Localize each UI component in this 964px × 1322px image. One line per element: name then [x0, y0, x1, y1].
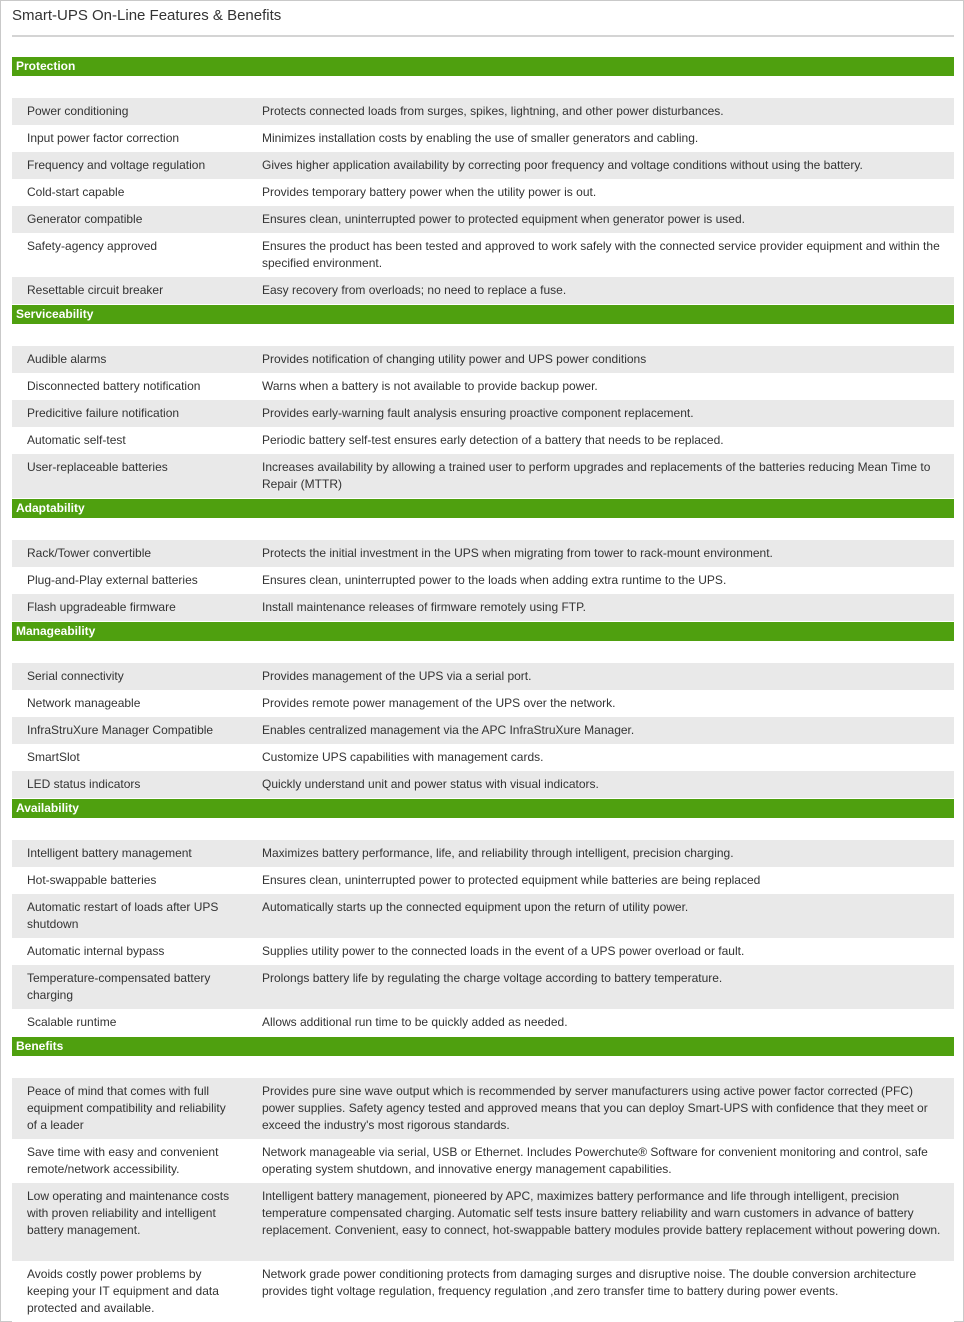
section-header-availability: Availability [12, 799, 954, 818]
table-row [12, 771, 954, 798]
feature-description: Protects connected loads from surges, spikes, lightning, and other power disturbances. [262, 104, 724, 118]
feature-description: Warns when a battery is not available to provide backup power. [262, 379, 598, 393]
feature-description: Ensures clean, uninterrupted power to the loads when adding extra runtime to the UPS. [262, 573, 727, 587]
feature-description: Intelligent battery management, pioneered by APC, maximizes battery performance and life through intelligent, precision temperature compensated charging. Automatic self tests insure battery reliability and warn customers in advance of battery replacement. Convenient, easy to connect, hot-swappable battery modules provide battery replacement without powering down. [262, 1189, 941, 1237]
feature-description: Provides remote power management of the UPS over the network. [262, 696, 616, 710]
table-row [12, 152, 954, 179]
table-row [12, 867, 954, 894]
feature-name: Generator compatible [27, 212, 143, 226]
table-row [12, 373, 954, 400]
section-header-serviceability: Serviceability [12, 305, 954, 324]
table-row [12, 1261, 954, 1322]
feature-description: Ensures clean, uninterrupted power to protected equipment while batteries are being replaced [262, 873, 761, 887]
feature-name: Safety-agency approved [27, 239, 158, 253]
feature-description: Enables centralized management via the APC InfraStruXure Manager. [262, 723, 635, 737]
feature-name: User-replaceable batteries [27, 460, 168, 474]
table-row [12, 454, 954, 498]
feature-description: Provides pure sine wave output which is recommended by server manufacturers using active power factor corrected (PFC) power supplies. Safety agency tested and approved means that you can deploy Smart-UPS with confidence that they meet or exceed the industry's most rigorous standards. [262, 1084, 928, 1132]
feature-description: Network manageable via serial, USB or Ethernet. Includes Powerchute® Software for convenient monitoring and control, safe operating system shutdown, and innovative energy management capabilities. [262, 1145, 928, 1176]
table-row [12, 427, 954, 454]
feature-description: Provides early-warning fault analysis ensuring proactive component replacement. [262, 406, 694, 420]
table-row [12, 179, 954, 206]
feature-name: Resettable circuit breaker [27, 283, 164, 297]
feature-description: Gives higher application availability by correcting poor frequency and voltage conditions without using the battery. [262, 158, 863, 172]
feature-name: Save time with easy and convenient remote/network accessibility. [27, 1145, 219, 1176]
feature-description: Easy recovery from overloads; no need to replace a fuse. [262, 283, 567, 297]
section-header-adaptability: Adaptability [12, 499, 954, 518]
table-row [12, 1078, 954, 1139]
feature-description: Ensures the product has been tested and approved to work safely with the connected service provider equipment and within the specified environment. [262, 239, 940, 270]
feature-name: Automatic restart of loads after UPS shutdown [27, 900, 219, 931]
table-row [12, 1009, 954, 1036]
table-row [12, 744, 954, 771]
table-row [12, 125, 954, 152]
feature-name: Intelligent battery management [27, 846, 192, 860]
feature-name: Serial connectivity [27, 669, 124, 683]
table-row [12, 594, 954, 621]
feature-name: Low operating and maintenance costs with proven reliability and intelligent battery management. [27, 1189, 230, 1237]
table-row [12, 690, 954, 717]
table-row [12, 277, 954, 304]
page-title: Smart-UPS On-Line Features & Benefits [12, 7, 282, 24]
section-header-protection: Protection [12, 57, 954, 76]
feature-name: Peace of mind that comes with full equipment compatibility and reliability of a leader [27, 1084, 226, 1132]
table-row [12, 1139, 954, 1183]
feature-name: Avoids costly power problems by keeping your IT equipment and data protected and available. [27, 1267, 219, 1315]
feature-name: Predicitive failure notification [27, 406, 180, 420]
table-row [12, 206, 954, 233]
feature-description: Quickly understand unit and power status with visual indicators. [262, 777, 599, 791]
feature-description: Increases availability by allowing a trained user to perform upgrades and replacements of the batteries reducing Mean Time to Repair (MTTR) [262, 460, 931, 491]
table-row [12, 540, 954, 567]
feature-description: Install maintenance releases of firmware remotely using FTP. [262, 600, 586, 614]
feature-name: InfraStruXure Manager Compatible [27, 723, 214, 737]
feature-name: Automatic internal bypass [27, 944, 165, 958]
feature-description: Minimizes installation costs by enabling the use of smaller generators and cabling. [262, 131, 699, 145]
table-row [12, 567, 954, 594]
title-divider [12, 35, 954, 37]
feature-name: Rack/Tower convertible [27, 546, 152, 560]
feature-description: Provides notification of changing utility power and UPS power conditions [262, 352, 647, 366]
feature-name: Cold-start capable [27, 185, 125, 199]
table-row [12, 894, 954, 938]
feature-name: Hot-swappable batteries [27, 873, 157, 887]
table-row [12, 98, 954, 125]
feature-name: Input power factor correction [27, 131, 180, 145]
feature-description: Automatically starts up the connected equipment upon the return of utility power. [262, 900, 689, 914]
feature-description: Supplies utility power to the connected loads in the event of a UPS power overload or fault. [262, 944, 745, 958]
feature-name: SmartSlot [27, 750, 80, 764]
feature-name: Network manageable [27, 696, 141, 710]
table-row [12, 663, 954, 690]
feature-description: Customize UPS capabilities with management cards. [262, 750, 544, 764]
table-row [12, 1183, 954, 1261]
feature-name: Automatic self-test [27, 433, 126, 447]
feature-description: Allows additional run time to be quickly added as needed. [262, 1015, 568, 1029]
table-row [12, 965, 954, 1009]
table-row [12, 233, 954, 277]
feature-name: Scalable runtime [27, 1015, 117, 1029]
section-header-benefits: Benefits [12, 1037, 954, 1056]
table-row [12, 840, 954, 867]
feature-description: Provides management of the UPS via a serial port. [262, 669, 532, 683]
section-header-manageability: Manageability [12, 622, 954, 641]
table-row [12, 938, 954, 965]
feature-description: Provides temporary battery power when the utility power is out. [262, 185, 597, 199]
feature-name: Plug-and-Play external batteries [27, 573, 198, 587]
feature-name: Disconnected battery notification [27, 379, 201, 393]
feature-name: Flash upgradeable firmware [27, 600, 176, 614]
table-row [12, 400, 954, 427]
feature-description: Periodic battery self-test ensures early detection of a battery that needs to be replaced. [262, 433, 724, 447]
feature-name: Temperature-compensated battery charging [27, 971, 211, 1002]
feature-description: Maximizes battery performance, life, and reliability through intelligent, precision charging. [262, 846, 734, 860]
feature-description: Network grade power conditioning protects from damaging surges and disruptive noise. The double conversion architecture provides tight voltage regulation, frequency regulation ,and zero transfer time to battery during power events. [262, 1267, 917, 1298]
feature-name: Frequency and voltage regulation [27, 158, 206, 172]
feature-description: Ensures clean, uninterrupted power to protected equipment when generator power is used. [262, 212, 745, 226]
table-row [12, 717, 954, 744]
feature-description: Protects the initial investment in the UPS when migrating from tower to rack-mount environment. [262, 546, 773, 560]
table-row [12, 346, 954, 373]
feature-name: LED status indicators [27, 777, 141, 791]
feature-name: Audible alarms [27, 352, 107, 366]
feature-description: Prolongs battery life by regulating the charge voltage according to battery temperature. [262, 971, 723, 985]
feature-name: Power conditioning [27, 104, 129, 118]
